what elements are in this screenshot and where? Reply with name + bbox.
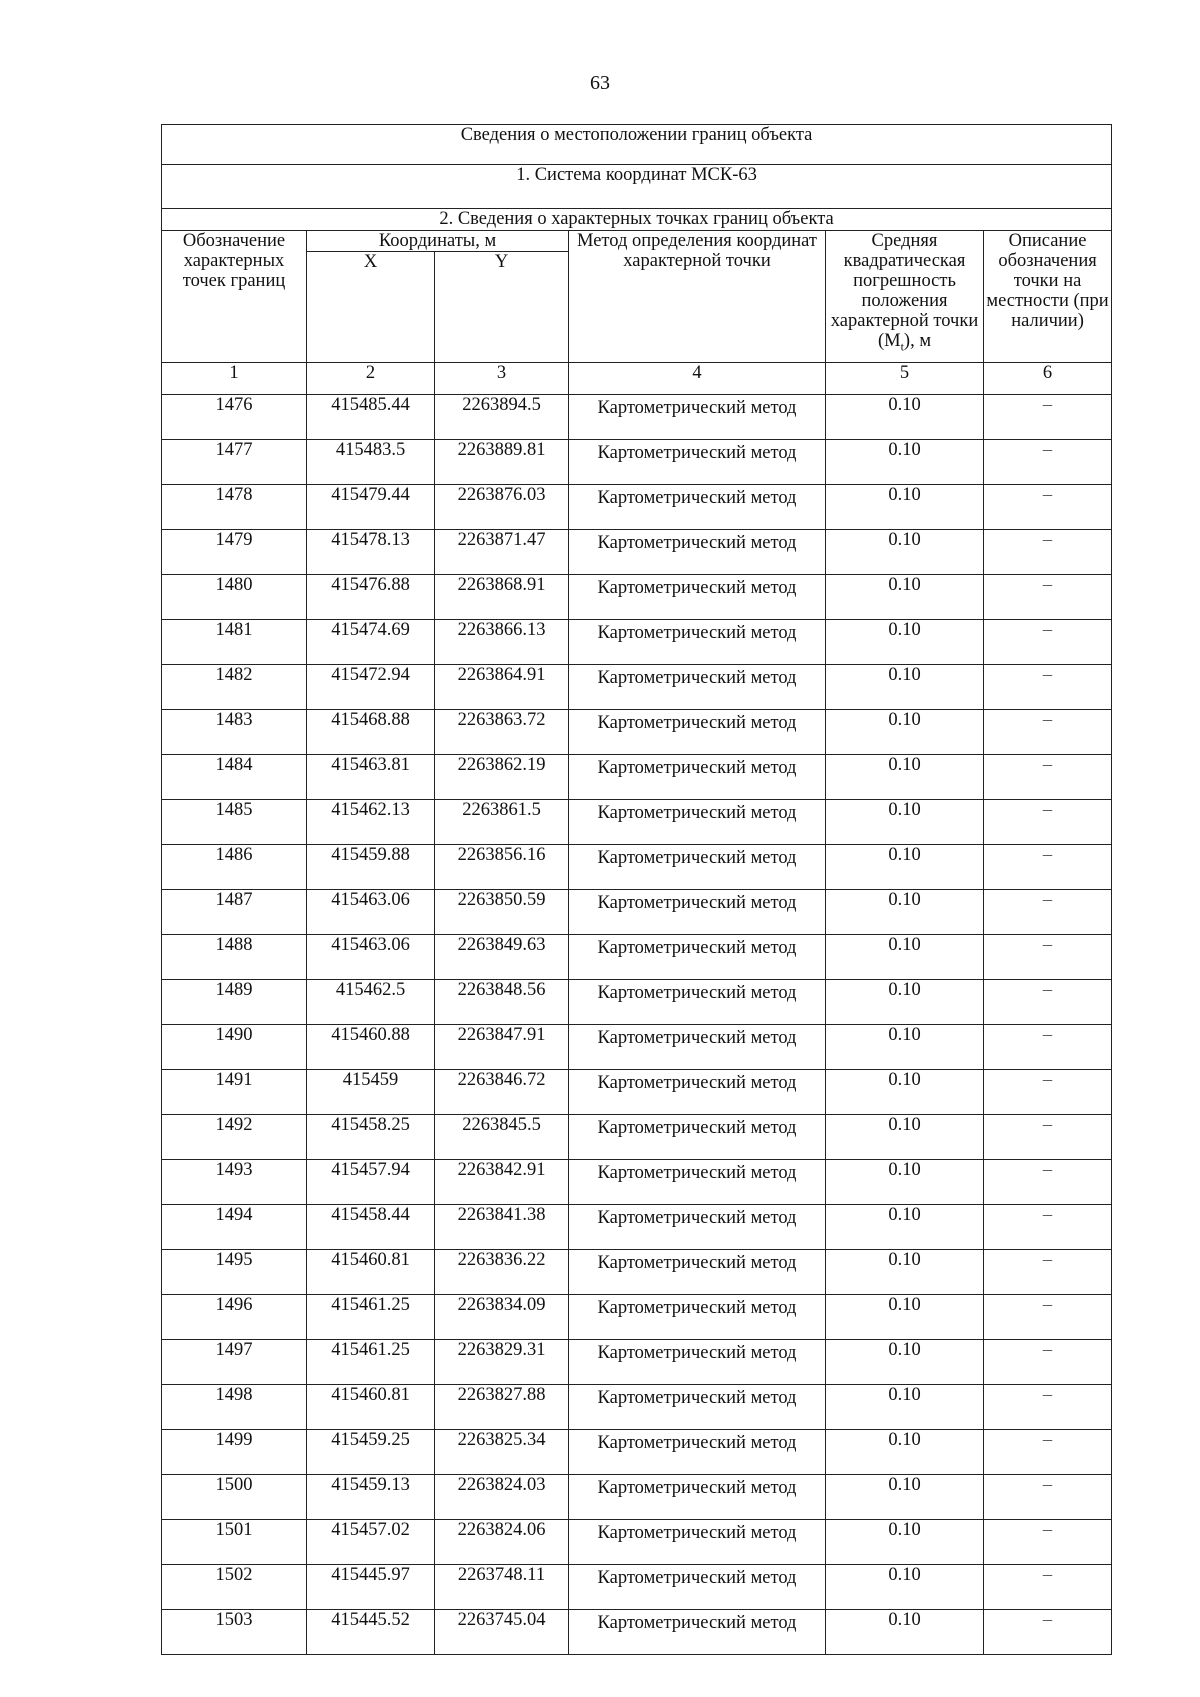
- x-coordinate-cell: 415472.94: [307, 665, 435, 710]
- method-cell: Картометрический метод: [569, 890, 826, 935]
- y-coordinate-cell: 2263861.5: [435, 800, 569, 845]
- table-row: [162, 1340, 1112, 1385]
- table-row: [162, 1205, 1112, 1250]
- header-row-a: [162, 231, 1112, 252]
- y-coordinate-cell: 2263894.5: [435, 395, 569, 440]
- method-cell: Картометрический метод: [569, 1610, 826, 1655]
- mean-error-cell: 0.10: [826, 440, 984, 485]
- y-coordinate-cell: 2263824.06: [435, 1520, 569, 1565]
- point-id-cell: 1495: [162, 1250, 307, 1295]
- method-cell: Картометрический метод: [569, 980, 826, 1025]
- point-id-cell: 1497: [162, 1340, 307, 1385]
- mean-error-cell: 0.10: [826, 1025, 984, 1070]
- mean-error-cell: 0.10: [826, 1295, 984, 1340]
- point-id-cell: 1501: [162, 1520, 307, 1565]
- table-row: [162, 575, 1112, 620]
- system-row: [162, 165, 1112, 209]
- x-coordinate-cell: 415462.5: [307, 980, 435, 1025]
- x-coordinate-cell: 415461.25: [307, 1295, 435, 1340]
- x-coordinate-cell: 415463.06: [307, 935, 435, 980]
- table-row: [162, 1565, 1112, 1610]
- y-coordinate-cell: 2263876.03: [435, 485, 569, 530]
- description-cell: –: [984, 1160, 1112, 1205]
- y-coordinate-cell: 2263850.59: [435, 890, 569, 935]
- mean-error-cell: 0.10: [826, 1205, 984, 1250]
- description-cell: –: [984, 1430, 1112, 1475]
- x-coordinate-cell: 415463.06: [307, 890, 435, 935]
- header-y: Y: [435, 252, 569, 363]
- table-row: [162, 1025, 1112, 1070]
- header-mean-error-text: Средняя квадратическая погрешность положения характерной точки (M: [830, 231, 979, 351]
- table-row: [162, 845, 1112, 890]
- x-coordinate-cell: 415457.02: [307, 1520, 435, 1565]
- x-coordinate-cell: 415463.81: [307, 755, 435, 800]
- description-cell: –: [984, 485, 1112, 530]
- table-title: Сведения о местоположении границ объекта: [162, 125, 1112, 165]
- y-coordinate-cell: 2263868.91: [435, 575, 569, 620]
- description-cell: –: [984, 845, 1112, 890]
- x-coordinate-cell: 415462.13: [307, 800, 435, 845]
- x-coordinate-cell: 415479.44: [307, 485, 435, 530]
- point-id-cell: 1493: [162, 1160, 307, 1205]
- description-cell: –: [984, 1475, 1112, 1520]
- method-cell: Картометрический метод: [569, 440, 826, 485]
- description-cell: –: [984, 1565, 1112, 1610]
- mean-error-cell: 0.10: [826, 935, 984, 980]
- method-cell: Картометрический метод: [569, 755, 826, 800]
- y-coordinate-cell: 2263866.13: [435, 620, 569, 665]
- table-row: [162, 530, 1112, 575]
- method-cell: Картометрический метод: [569, 1295, 826, 1340]
- table-body: [162, 395, 1112, 1655]
- mean-error-cell: 0.10: [826, 485, 984, 530]
- description-cell: –: [984, 755, 1112, 800]
- method-cell: Картометрический метод: [569, 1565, 826, 1610]
- description-cell: –: [984, 1250, 1112, 1295]
- y-coordinate-cell: 2263871.47: [435, 530, 569, 575]
- mean-error-cell: 0.10: [826, 620, 984, 665]
- y-coordinate-cell: 2263849.63: [435, 935, 569, 980]
- x-coordinate-cell: 415459: [307, 1070, 435, 1115]
- column-number: 6: [984, 363, 1112, 395]
- table-row: [162, 485, 1112, 530]
- header-point-id: Обозначение характерных точек границ: [162, 231, 307, 363]
- description-cell: –: [984, 575, 1112, 620]
- mean-error-cell: 0.10: [826, 1385, 984, 1430]
- point-id-cell: 1488: [162, 935, 307, 980]
- x-coordinate-cell: 415460.81: [307, 1385, 435, 1430]
- header-x: X: [307, 252, 435, 363]
- column-number: 1: [162, 363, 307, 395]
- method-cell: Картометрический метод: [569, 1025, 826, 1070]
- x-coordinate-cell: 415459.25: [307, 1430, 435, 1475]
- y-coordinate-cell: 2263847.91: [435, 1025, 569, 1070]
- mean-error-cell: 0.10: [826, 1430, 984, 1475]
- points-caption: 2. Сведения о характерных точках границ объекта: [162, 209, 1112, 231]
- y-coordinate-cell: 2263856.16: [435, 845, 569, 890]
- point-id-cell: 1483: [162, 710, 307, 755]
- method-cell: Картометрический метод: [569, 530, 826, 575]
- header-mean-error-unit: ), м: [903, 331, 932, 351]
- description-cell: –: [984, 665, 1112, 710]
- point-id-cell: 1490: [162, 1025, 307, 1070]
- table-row: [162, 620, 1112, 665]
- y-coordinate-cell: 2263827.88: [435, 1385, 569, 1430]
- method-cell: Картометрический метод: [569, 575, 826, 620]
- method-cell: Картометрический метод: [569, 1160, 826, 1205]
- x-coordinate-cell: 415458.25: [307, 1115, 435, 1160]
- table-row: [162, 710, 1112, 755]
- column-number: 2: [307, 363, 435, 395]
- method-cell: Картометрический метод: [569, 1430, 826, 1475]
- y-coordinate-cell: 2263748.11: [435, 1565, 569, 1610]
- mean-error-cell: 0.10: [826, 1250, 984, 1295]
- mean-error-cell: 0.10: [826, 575, 984, 620]
- method-cell: Картометрический метод: [569, 1205, 826, 1250]
- y-coordinate-cell: 2263829.31: [435, 1340, 569, 1385]
- x-coordinate-cell: 415461.25: [307, 1340, 435, 1385]
- y-coordinate-cell: 2263836.22: [435, 1250, 569, 1295]
- table-row: [162, 1160, 1112, 1205]
- point-id-cell: 1487: [162, 890, 307, 935]
- mean-error-cell: 0.10: [826, 1340, 984, 1385]
- point-id-cell: 1478: [162, 485, 307, 530]
- x-coordinate-cell: 415460.81: [307, 1250, 435, 1295]
- description-cell: –: [984, 935, 1112, 980]
- method-cell: Картометрический метод: [569, 1520, 826, 1565]
- mean-error-cell: 0.10: [826, 665, 984, 710]
- x-coordinate-cell: 415474.69: [307, 620, 435, 665]
- title-row: [162, 125, 1112, 165]
- table-row: [162, 440, 1112, 485]
- description-cell: –: [984, 1340, 1112, 1385]
- method-cell: Картометрический метод: [569, 1475, 826, 1520]
- points-caption-row: [162, 209, 1112, 231]
- description-cell: –: [984, 1520, 1112, 1565]
- point-id-cell: 1482: [162, 665, 307, 710]
- column-number: 4: [569, 363, 826, 395]
- point-id-cell: 1500: [162, 1475, 307, 1520]
- table-row: [162, 890, 1112, 935]
- point-id-cell: 1503: [162, 1610, 307, 1655]
- method-cell: Картометрический метод: [569, 395, 826, 440]
- mean-error-cell: 0.10: [826, 845, 984, 890]
- mean-error-cell: 0.10: [826, 1070, 984, 1115]
- x-coordinate-cell: 415458.44: [307, 1205, 435, 1250]
- point-id-cell: 1492: [162, 1115, 307, 1160]
- column-number: 5: [826, 363, 984, 395]
- point-id-cell: 1499: [162, 1430, 307, 1475]
- method-cell: Картометрический метод: [569, 1385, 826, 1430]
- point-id-cell: 1496: [162, 1295, 307, 1340]
- method-cell: Картометрический метод: [569, 800, 826, 845]
- x-coordinate-cell: 415468.88: [307, 710, 435, 755]
- x-coordinate-cell: 415459.13: [307, 1475, 435, 1520]
- header-description: Описание обозначения точки на местности (при наличии): [984, 231, 1112, 363]
- mean-error-cell: 0.10: [826, 1565, 984, 1610]
- table-row: [162, 935, 1112, 980]
- x-coordinate-cell: 415483.5: [307, 440, 435, 485]
- point-id-cell: 1491: [162, 1070, 307, 1115]
- point-id-cell: 1481: [162, 620, 307, 665]
- boundary-coordinates-table: [161, 124, 1112, 1655]
- point-id-cell: 1479: [162, 530, 307, 575]
- point-id-cell: 1498: [162, 1385, 307, 1430]
- header-method: Метод определения координат характерной точки: [569, 231, 826, 363]
- x-coordinate-cell: 415476.88: [307, 575, 435, 620]
- description-cell: –: [984, 530, 1112, 575]
- description-cell: –: [984, 1385, 1112, 1430]
- x-coordinate-cell: 415485.44: [307, 395, 435, 440]
- y-coordinate-cell: 2263834.09: [435, 1295, 569, 1340]
- table-row: [162, 1385, 1112, 1430]
- mean-error-cell: 0.10: [826, 1115, 984, 1160]
- x-coordinate-cell: 415460.88: [307, 1025, 435, 1070]
- table-row: [162, 755, 1112, 800]
- column-number: 3: [435, 363, 569, 395]
- coordinate-system-label: 1. Система координат МСК-63: [162, 165, 1112, 209]
- table-row: [162, 1250, 1112, 1295]
- table-row: [162, 800, 1112, 845]
- mean-error-cell: 0.10: [826, 1520, 984, 1565]
- table-row: [162, 1070, 1112, 1115]
- method-cell: Картометрический метод: [569, 485, 826, 530]
- x-coordinate-cell: 415445.97: [307, 1565, 435, 1610]
- point-id-cell: 1489: [162, 980, 307, 1025]
- mean-error-cell: 0.10: [826, 710, 984, 755]
- method-cell: Картометрический метод: [569, 845, 826, 890]
- mean-error-cell: 0.10: [826, 395, 984, 440]
- description-cell: –: [984, 1205, 1112, 1250]
- header-coordinates-group: Координаты, м: [307, 231, 569, 252]
- table-row: [162, 665, 1112, 710]
- mean-error-cell: 0.10: [826, 755, 984, 800]
- header-mean-error: [826, 231, 984, 363]
- description-cell: –: [984, 395, 1112, 440]
- table-row: [162, 1475, 1112, 1520]
- x-coordinate-cell: 415445.52: [307, 1610, 435, 1655]
- point-id-cell: 1477: [162, 440, 307, 485]
- table-row: [162, 1115, 1112, 1160]
- table-row: [162, 1430, 1112, 1475]
- x-coordinate-cell: 415459.88: [307, 845, 435, 890]
- description-cell: –: [984, 980, 1112, 1025]
- y-coordinate-cell: 2263745.04: [435, 1610, 569, 1655]
- description-cell: –: [984, 1295, 1112, 1340]
- mean-error-cell: 0.10: [826, 980, 984, 1025]
- method-cell: Картометрический метод: [569, 1070, 826, 1115]
- table-row: [162, 1610, 1112, 1655]
- method-cell: Картометрический метод: [569, 935, 826, 980]
- y-coordinate-cell: 2263862.19: [435, 755, 569, 800]
- mean-error-cell: 0.10: [826, 1160, 984, 1205]
- point-id-cell: 1484: [162, 755, 307, 800]
- y-coordinate-cell: 2263889.81: [435, 440, 569, 485]
- point-id-cell: 1486: [162, 845, 307, 890]
- mean-error-cell: 0.10: [826, 1610, 984, 1655]
- point-id-cell: 1502: [162, 1565, 307, 1610]
- y-coordinate-cell: 2263841.38: [435, 1205, 569, 1250]
- point-id-cell: 1494: [162, 1205, 307, 1250]
- description-cell: –: [984, 440, 1112, 485]
- method-cell: Картометрический метод: [569, 1340, 826, 1385]
- description-cell: –: [984, 1610, 1112, 1655]
- mean-error-cell: 0.10: [826, 530, 984, 575]
- method-cell: Картометрический метод: [569, 665, 826, 710]
- point-id-cell: 1485: [162, 800, 307, 845]
- y-coordinate-cell: 2263848.56: [435, 980, 569, 1025]
- y-coordinate-cell: 2263863.72: [435, 710, 569, 755]
- point-id-cell: 1476: [162, 395, 307, 440]
- y-coordinate-cell: 2263845.5: [435, 1115, 569, 1160]
- method-cell: Картометрический метод: [569, 620, 826, 665]
- description-cell: –: [984, 1115, 1112, 1160]
- column-numbers-row: [162, 363, 1112, 395]
- mean-error-cell: 0.10: [826, 890, 984, 935]
- mean-error-cell: 0.10: [826, 800, 984, 845]
- y-coordinate-cell: 2263864.91: [435, 665, 569, 710]
- description-cell: –: [984, 620, 1112, 665]
- table-row: [162, 1520, 1112, 1565]
- x-coordinate-cell: 415457.94: [307, 1160, 435, 1205]
- description-cell: –: [984, 710, 1112, 755]
- page-number: 63: [590, 72, 610, 94]
- table-header: [162, 125, 1112, 395]
- table-row: [162, 395, 1112, 440]
- description-cell: –: [984, 890, 1112, 935]
- method-cell: Картометрический метод: [569, 710, 826, 755]
- table-row: [162, 980, 1112, 1025]
- y-coordinate-cell: 2263842.91: [435, 1160, 569, 1205]
- point-id-cell: 1480: [162, 575, 307, 620]
- method-cell: Картометрический метод: [569, 1250, 826, 1295]
- table-row: [162, 1295, 1112, 1340]
- y-coordinate-cell: 2263825.34: [435, 1430, 569, 1475]
- y-coordinate-cell: 2263846.72: [435, 1070, 569, 1115]
- description-cell: –: [984, 1070, 1112, 1115]
- x-coordinate-cell: 415478.13: [307, 530, 435, 575]
- y-coordinate-cell: 2263824.03: [435, 1475, 569, 1520]
- description-cell: –: [984, 800, 1112, 845]
- header-mean-error-subscript: t: [900, 339, 904, 354]
- mean-error-cell: 0.10: [826, 1475, 984, 1520]
- description-cell: –: [984, 1025, 1112, 1070]
- method-cell: Картометрический метод: [569, 1115, 826, 1160]
